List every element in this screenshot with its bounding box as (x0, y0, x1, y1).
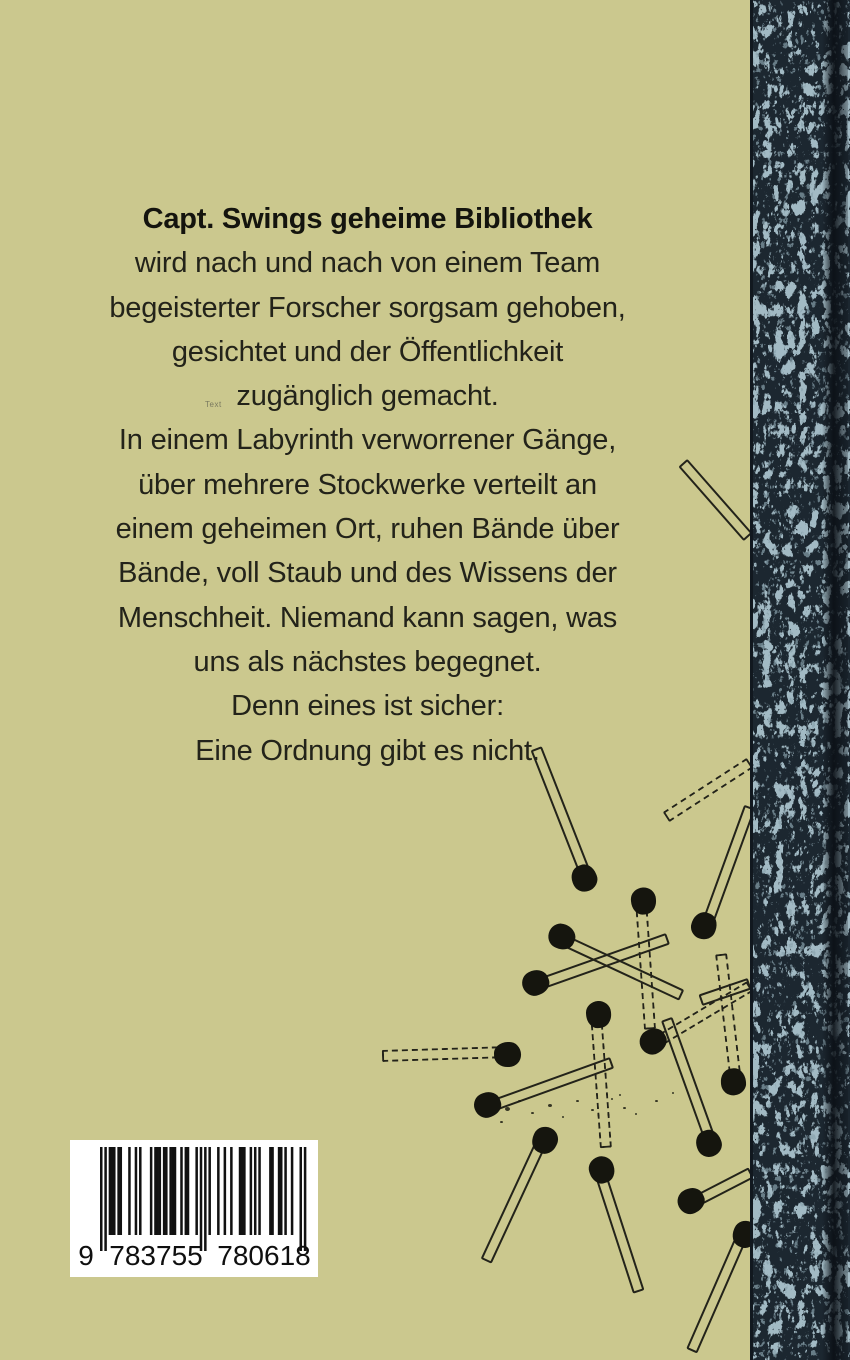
barcode-bar (156, 1147, 159, 1235)
barcode-bar (254, 1147, 257, 1235)
barcode-bar (128, 1147, 131, 1235)
barcode-bar (150, 1147, 153, 1235)
dust-speck (505, 1107, 510, 1111)
barcode-bar (165, 1147, 168, 1235)
matchstick (700, 805, 755, 929)
match-head (635, 1024, 671, 1059)
dust-speck (576, 1100, 579, 1102)
barcode-bar (208, 1147, 211, 1235)
blurb-line: In einem Labyrinth verworrener Gänge, (118, 424, 617, 457)
barcode-bars (100, 1147, 308, 1251)
matchstick (662, 758, 752, 822)
matchstick (381, 1046, 507, 1062)
barcode-bar (100, 1147, 103, 1251)
dust-speck (635, 1113, 637, 1115)
barcode-bar (291, 1147, 294, 1235)
barcode-bar (113, 1147, 116, 1235)
match-head (528, 1123, 562, 1158)
barcode-bar (299, 1147, 302, 1251)
barcode-bar (109, 1147, 112, 1235)
barcode-bar (154, 1147, 157, 1235)
barcode-bar (224, 1147, 227, 1235)
match-head (585, 1153, 617, 1186)
barcode-bar (180, 1147, 183, 1235)
blurb-line: Bände, voll Staub und des Wissens der (118, 557, 617, 590)
blurb-line: Menschheit. Niemand kann sagen, was (117, 601, 618, 634)
barcode-bar (271, 1147, 274, 1235)
match-head (493, 1042, 521, 1068)
barcode-bar (217, 1147, 220, 1235)
blurb-line: Denn eines ist sicher: (231, 690, 504, 723)
dust-speck (500, 1121, 503, 1123)
barcode-bar (139, 1147, 142, 1235)
dust-speck (531, 1112, 534, 1114)
matchstick (715, 953, 742, 1083)
matchstick (590, 1014, 612, 1149)
barcode-bar (230, 1147, 233, 1235)
blurb-line: Eine Ordnung gibt es nicht. (195, 734, 540, 767)
isbn-group-left: 783755 (109, 1240, 203, 1271)
matchstick (686, 1230, 749, 1353)
dust-speck (672, 1092, 674, 1094)
blurb-line: uns als nächstes begegnet. (193, 645, 542, 678)
dust-speck (611, 1098, 613, 1100)
barcode (70, 1140, 318, 1277)
barcode-bar (195, 1147, 198, 1235)
blurb-line: zugänglich gemacht. (236, 380, 499, 413)
blurb-line: einem geheimen Ort, ruhen Bände über (115, 513, 620, 546)
barcode-bar (258, 1147, 261, 1235)
barcode-bar (278, 1147, 281, 1235)
barcode-bar (284, 1147, 287, 1235)
barcode-bar (269, 1147, 272, 1235)
barcode-bar (200, 1147, 203, 1251)
spine-leather-texture (750, 0, 850, 1360)
tiny-print-label: Text (205, 400, 222, 409)
dust-speck (518, 1100, 521, 1102)
blurb-line: gesichtet und der Öffentlichkeit (171, 335, 564, 368)
isbn-digits (70, 1240, 318, 1272)
isbn-checkdigit: 9 (78, 1240, 94, 1271)
barcode-bar (172, 1147, 175, 1235)
barcode-bar (304, 1147, 307, 1251)
dust-speck (619, 1094, 621, 1096)
barcode-bar (241, 1147, 244, 1235)
dust-speck (591, 1109, 594, 1111)
match-head (719, 1067, 747, 1097)
matchstick (481, 1136, 549, 1264)
blurb-line: wird nach und nach von einem Team (134, 247, 601, 280)
match-head (544, 920, 579, 954)
barcode-bar (187, 1147, 190, 1235)
match-head (585, 1000, 612, 1029)
matchstick (678, 459, 752, 541)
matchstick (635, 900, 656, 1030)
matchstick (531, 746, 593, 880)
barcode-bar (117, 1147, 120, 1235)
match-head (470, 1089, 504, 1122)
dust-speck (548, 1104, 552, 1107)
barcode-bar (111, 1147, 114, 1235)
barcode-bar (185, 1147, 188, 1235)
barcode-bar (135, 1147, 138, 1235)
dust-speck (655, 1100, 658, 1102)
barcode-bar (204, 1147, 207, 1251)
barcode-bar (159, 1147, 162, 1235)
match-head (687, 909, 720, 943)
barcode-bar (239, 1147, 242, 1235)
barcode-bar (280, 1147, 283, 1235)
barcode-bar (174, 1147, 177, 1235)
barcode-bar (120, 1147, 123, 1235)
barcode-bar (104, 1147, 107, 1251)
match-head (568, 861, 601, 895)
matchstick (689, 1167, 754, 1208)
barcode-bar (250, 1147, 253, 1235)
blurb-line: über mehrere Stockwerke verteilt an (138, 468, 597, 501)
match-head (518, 967, 552, 1000)
match-head (673, 1184, 708, 1219)
blurb-title: Capt. Swings geheime Bibliothek (142, 203, 593, 235)
barcode-bar (169, 1147, 172, 1235)
isbn-group-right: 780618 (217, 1240, 311, 1271)
matchstick (593, 1168, 644, 1293)
barcode-bar (243, 1147, 246, 1235)
match-head (630, 887, 657, 916)
barcode-bar (163, 1147, 166, 1235)
blurb-line: begeisterter Forscher sorgsam gehoben, (109, 291, 626, 324)
dust-speck (562, 1116, 564, 1118)
book-spine (750, 0, 850, 1360)
dust-speck (623, 1107, 626, 1109)
match-head (692, 1127, 725, 1161)
